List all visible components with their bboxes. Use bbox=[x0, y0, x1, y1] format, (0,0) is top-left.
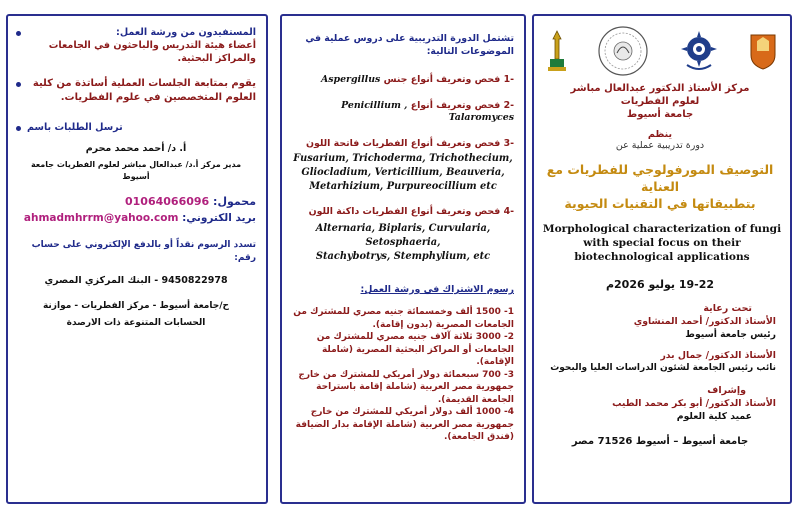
bank-account bbox=[16, 274, 256, 287]
follow-up-item bbox=[16, 77, 256, 105]
topic-4 bbox=[292, 206, 514, 218]
fee-item-2: 2- 3000 ثلاثة آلاف جنيه مصري للمشترك من الجامعات أو المراكز البحثية المصرية (شاملة الإقامة). bbox=[316, 332, 514, 367]
mycology-center-seal-icon bbox=[597, 25, 649, 77]
patron-2-name: الأستاذ الدكتور/ جمال بدر bbox=[660, 350, 776, 361]
bullet-icon bbox=[16, 31, 21, 36]
organizes-label: ينظم bbox=[647, 129, 673, 140]
topic-3-label: فحص وتعريف أنواع الفطريات فاتحة اللون bbox=[305, 138, 501, 149]
topic-1 bbox=[292, 74, 514, 86]
center-name-line: جامعة أسيوط bbox=[626, 109, 694, 120]
bullet-icon bbox=[16, 82, 21, 87]
address: جامعة أسيوط – أسيوط 71526 مصر bbox=[571, 436, 749, 447]
center-name bbox=[544, 82, 776, 121]
course-date: 19-22 يوليو 2026م bbox=[605, 278, 715, 291]
topic-3-organisms bbox=[292, 152, 514, 194]
beneficiaries-text: أعضاء هيئة التدريس والباحثون في الجامعات والمراكز البحثية. bbox=[48, 40, 256, 64]
requests-heading: ترسل الطلبات باسم bbox=[27, 122, 123, 133]
course-title-en-line: Morphological characterization of fungi bbox=[542, 223, 782, 235]
contact-name: أ. د/ أحمد محمد محرم bbox=[85, 143, 187, 154]
topic-4-label: فحص وتعريف أنواع الفطريات داكنة اللون bbox=[308, 206, 501, 217]
fees-list bbox=[292, 306, 514, 444]
beneficiaries-item bbox=[16, 26, 256, 65]
fee-item-3: 3- 700 سبعمائة دولار أمريكي للمشترك من خارج جمهورية مصر العربية (شاملة إقامة باستراحة الجامعة القديمة). bbox=[298, 369, 514, 405]
topic-1-number: -1 bbox=[503, 74, 514, 85]
topic-4-number: -4 bbox=[503, 206, 514, 217]
topic-2-label: فحص وتعريف أنواع bbox=[410, 100, 501, 111]
workshop-type: دورة تدريبية عملية عن bbox=[615, 140, 705, 151]
supervisor-name: الأستاذ الدكتور/ أبو بكر محمد الطيب bbox=[612, 398, 776, 409]
course-title-ar-line: التوصيف المورفولوجي للفطريات مع العناية bbox=[546, 162, 774, 194]
follow-up-text: يقوم بمتابعة الجلسات العملية أساتذة من كلية العلوم المتخصصين في علوم الفطريات. bbox=[32, 78, 256, 103]
topic-2-organism: Penicillium , Talaromyces bbox=[341, 100, 514, 123]
assiut-university-logo-icon bbox=[748, 31, 778, 71]
requests-item bbox=[16, 121, 256, 134]
supervision-label: وإشراف bbox=[707, 385, 746, 396]
email-label: بريد الكتروني: bbox=[182, 212, 256, 224]
mobile-row bbox=[16, 195, 256, 208]
university-emblem-icon bbox=[679, 29, 719, 73]
patron-1-title: رئيس جامعة أسيوط bbox=[685, 329, 776, 340]
organism-line: Fusarium, Trichoderma, Trichothecium, bbox=[293, 153, 513, 164]
organism-line: Alternaria, Biplaris, Curvularia, Setosphaeria, bbox=[315, 223, 491, 248]
payment-heading: تسدد الرسوم نقداً أو بالدفع الإلكتروني على حساب رقم: bbox=[31, 240, 256, 263]
supervisor-title: عميد كلية العلوم bbox=[676, 411, 752, 422]
center-name-line: لعلوم الفطريات bbox=[620, 96, 700, 107]
organism-line: Metarhizium, Purpureocillium etc bbox=[309, 181, 497, 192]
faculty-logo-icon bbox=[546, 29, 568, 73]
course-title-ar-line: بتطبيقاتها في التقنيات الحيوية bbox=[564, 196, 756, 211]
right-panel bbox=[532, 14, 792, 504]
topic-1-label: فحص وتعريف أنواع جنس bbox=[383, 74, 501, 85]
patron-1-name: الأستاذ الدكتور/ أحمد المنشاوي bbox=[633, 316, 776, 327]
fee-item-4: 4- 1000 ألف دولار أمريكي للمشترك من خارج جمهورية مصر العربية (شاملة الإقامة بدار الضيافة (فندق الجامعة). bbox=[295, 407, 514, 442]
account-details: ح/جامعة أسيوط - مركز الفطريات - موازنة الحسابات المتنوعة ذات الارصدة bbox=[42, 301, 230, 328]
organism-line: Gliocladium, Verticillium, Beauveria, bbox=[301, 167, 505, 178]
email-address[interactable]: ahmadmhrrm@yahoo.com bbox=[23, 212, 179, 224]
topic-2-number: -2 bbox=[503, 100, 514, 111]
topic-4-organisms bbox=[292, 222, 514, 264]
center-name-line: مركز الأستاذ الدكتور عبدالعال مباشر bbox=[570, 83, 750, 94]
fees-heading: رسوم الاشتراك في ورشة العمل: bbox=[360, 284, 514, 295]
bank-name: - البنك المركزي المصري bbox=[44, 275, 159, 286]
topic-3 bbox=[292, 138, 514, 150]
topics-intro: تشتمل الدورة التدريبية على دروس عملية في الموضوعات التالية: bbox=[305, 33, 514, 57]
patron-2-title: نائب رئيس الجامعة لشئون الدراسات العليا والبحوث bbox=[550, 363, 776, 373]
course-title-en bbox=[534, 222, 790, 264]
course-title-en-line: with special focus on their bbox=[583, 237, 741, 249]
account-number: 9450822978 bbox=[161, 275, 228, 286]
patronage-label: تحت رعاية bbox=[703, 303, 752, 314]
email-row bbox=[16, 212, 256, 225]
bullet-icon bbox=[16, 126, 21, 131]
left-panel bbox=[6, 14, 268, 504]
mobile-label: محمول: bbox=[213, 195, 256, 208]
topic-1-organism: Aspergillus bbox=[320, 74, 381, 85]
course-title-ar bbox=[544, 161, 776, 212]
middle-panel bbox=[280, 14, 526, 504]
mobile-number[interactable]: 01064066096 bbox=[125, 195, 210, 208]
organism-line: Stachybotrys, Stemphylium, etc bbox=[315, 251, 491, 262]
beneficiaries-heading: المستفيدون من ورشة العمل: bbox=[116, 27, 256, 38]
course-title-en-line: biotechnological applications bbox=[574, 251, 750, 263]
logo-row bbox=[534, 16, 790, 78]
contact-title: مدير مركز أ.د/ عبدالعال مباشر لعلوم الفطريات جامعة أسيوط bbox=[30, 160, 242, 181]
fee-item-1: 1- 1500 ألف وخمسمائة جنيه مصري للمشترك من الجامعات المصرية (بدون إقامة). bbox=[293, 307, 514, 330]
topic-3-number: -3 bbox=[503, 138, 514, 149]
topic-2 bbox=[292, 100, 514, 124]
